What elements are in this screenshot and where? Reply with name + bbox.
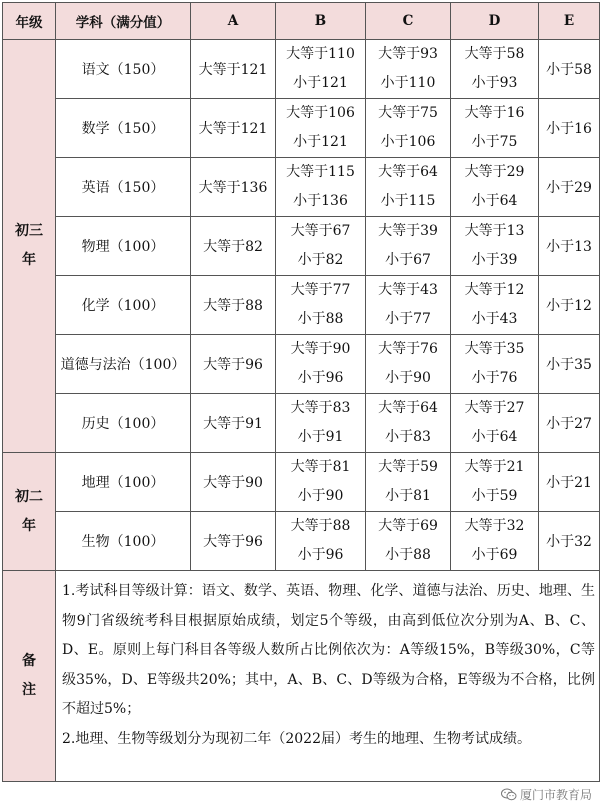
table-row xyxy=(3,99,600,158)
range-line: 小于121 xyxy=(293,75,348,91)
table-row xyxy=(3,40,600,99)
grade-label-line: 初三 xyxy=(15,223,43,239)
grade-c-cell xyxy=(366,158,451,217)
grade-criteria-table xyxy=(2,2,600,782)
range-line: 大等于93 xyxy=(378,46,438,62)
grade-c-cell xyxy=(366,453,451,512)
range-line: 小于96 xyxy=(297,547,344,563)
range-line: 小于115 xyxy=(380,193,436,209)
watermark xyxy=(501,786,592,803)
range-line: 小于69 xyxy=(471,547,518,563)
range-line: 小于106 xyxy=(380,134,436,150)
grade-e-cell: 小于16 xyxy=(539,99,600,158)
grade-a-cell: 大等于121 xyxy=(191,40,276,99)
range-line: 小于76 xyxy=(471,370,518,386)
header-b: B xyxy=(276,3,366,40)
grade-d-cell xyxy=(451,394,539,453)
grade-d-cell xyxy=(451,99,539,158)
range-line: 小于64 xyxy=(471,193,518,209)
header-row xyxy=(3,3,600,40)
range-line: 大等于64 xyxy=(378,400,438,416)
grade-d-cell xyxy=(451,217,539,276)
subject-cell: 英语（150） xyxy=(56,158,191,217)
range-line: 小于136 xyxy=(293,193,348,209)
notes-label-line: 备 xyxy=(22,653,36,669)
grade-a-cell: 大等于91 xyxy=(191,394,276,453)
subject-cell: 语文（150） xyxy=(56,40,191,99)
grade-b-cell xyxy=(276,40,366,99)
table-row xyxy=(3,512,600,571)
grade-label-line: 年 xyxy=(22,252,36,268)
subject-cell: 生物（100） xyxy=(56,512,191,571)
grade-e-cell: 小于12 xyxy=(539,276,600,335)
range-line: 小于77 xyxy=(385,311,431,327)
grade-d-cell xyxy=(451,40,539,99)
header-c: C xyxy=(366,3,451,40)
grade-a-cell: 大等于82 xyxy=(191,217,276,276)
range-line: 大等于75 xyxy=(378,105,438,121)
range-line: 小于88 xyxy=(297,311,344,327)
grade-b-cell xyxy=(276,453,366,512)
table-row xyxy=(3,394,600,453)
grade-e-cell: 小于58 xyxy=(539,40,600,99)
range-line: 大等于64 xyxy=(378,164,438,180)
range-line: 大等于77 xyxy=(290,282,351,298)
grade-c-cell xyxy=(366,276,451,335)
grade-e-cell: 小于21 xyxy=(539,453,600,512)
range-line: 大等于39 xyxy=(378,223,438,239)
header-e: E xyxy=(539,3,600,40)
table-row xyxy=(3,453,600,512)
table-row xyxy=(3,158,600,217)
header-subject: 学科（满分值） xyxy=(56,3,191,40)
grade-e-cell: 小于32 xyxy=(539,512,600,571)
range-line: 大等于83 xyxy=(290,400,351,416)
range-line: 小于90 xyxy=(297,488,344,504)
grade-cell xyxy=(3,453,56,571)
notes-label-line: 注 xyxy=(22,682,36,698)
grade-c-cell xyxy=(366,512,451,571)
grade-a-cell: 大等于96 xyxy=(191,512,276,571)
range-line: 大等于21 xyxy=(464,459,525,475)
range-line: 大等于69 xyxy=(378,518,438,534)
range-line: 大等于32 xyxy=(464,518,525,534)
subject-cell: 历史（100） xyxy=(56,394,191,453)
grade-b-cell xyxy=(276,512,366,571)
notes-row xyxy=(3,571,600,782)
grade-e-cell: 小于29 xyxy=(539,158,600,217)
range-line: 大等于12 xyxy=(464,282,525,298)
range-line: 小于67 xyxy=(385,252,431,268)
grade-e-cell: 小于35 xyxy=(539,335,600,394)
range-line: 大等于29 xyxy=(464,164,525,180)
wechat-icon xyxy=(501,788,517,801)
grade-b-cell xyxy=(276,276,366,335)
range-line: 大等于110 xyxy=(286,46,355,62)
range-line: 大等于43 xyxy=(378,282,438,298)
grade-e-cell: 小于13 xyxy=(539,217,600,276)
range-line: 大等于35 xyxy=(464,341,525,357)
subject-cell: 道德与法治（100） xyxy=(56,335,191,394)
grade-b-cell xyxy=(276,99,366,158)
subject-cell: 地理（100） xyxy=(56,453,191,512)
table-row xyxy=(3,276,600,335)
grade-a-cell: 大等于136 xyxy=(191,158,276,217)
grade-d-cell xyxy=(451,158,539,217)
range-line: 小于88 xyxy=(385,547,431,563)
range-line: 大等于90 xyxy=(290,341,351,357)
notes-label xyxy=(3,571,56,782)
range-line: 小于121 xyxy=(293,134,348,150)
notes-content xyxy=(56,571,600,782)
range-line: 大等于88 xyxy=(290,518,351,534)
watermark-text: 厦门市教育局 xyxy=(519,788,592,802)
notes-section xyxy=(3,571,600,782)
grade-b-cell xyxy=(276,394,366,453)
grade-c-cell xyxy=(366,99,451,158)
notes-paragraph-2: 2.地理、生物等级划分为现初二年（2022届）考生的地理、生物考试成绩。 xyxy=(62,730,531,747)
grade-label-line: 初二 xyxy=(15,488,43,505)
range-line: 大等于106 xyxy=(286,105,355,121)
grade-d-cell xyxy=(451,276,539,335)
range-line: 小于81 xyxy=(385,488,431,504)
subject-cell: 化学（100） xyxy=(56,276,191,335)
grade-c-cell xyxy=(366,217,451,276)
header-a: A xyxy=(191,3,276,40)
range-line: 大等于115 xyxy=(286,164,355,180)
range-line: 大等于13 xyxy=(464,223,525,239)
header-d: D xyxy=(451,3,539,40)
notes-paragraph-1: 1.考试科目等级计算：语文、数学、英语、物理、化学、道德与法治、历史、地理、生物9门省级统考科目根据原始成绩，划定5个等级，由高到低位次分别为A、B、C、D、E。原则上每门科目各等级人数所占比例依次为：A等级15%，B等级30%，C等级35%，D、E等级共20%；其中，A、B、C、D等级为合格，E等级为不合格，比例不超过5%； xyxy=(62,583,595,717)
range-line: 大等于27 xyxy=(464,400,525,416)
range-line: 小于39 xyxy=(471,252,518,268)
range-line: 小于59 xyxy=(471,488,518,504)
range-line: 小于83 xyxy=(385,429,431,445)
grade-b-cell xyxy=(276,217,366,276)
table-body xyxy=(3,40,600,571)
range-line: 小于90 xyxy=(385,370,431,386)
grade-a-cell: 大等于90 xyxy=(191,453,276,512)
grade-d-cell xyxy=(451,453,539,512)
grade-d-cell xyxy=(451,512,539,571)
range-line: 大等于76 xyxy=(378,341,438,357)
range-line: 大等于81 xyxy=(290,459,351,475)
grade-label-line: 年 xyxy=(22,517,36,534)
grade-b-cell xyxy=(276,158,366,217)
subject-cell: 物理（100） xyxy=(56,217,191,276)
range-line: 小于75 xyxy=(471,134,518,150)
grade-a-cell: 大等于96 xyxy=(191,335,276,394)
table-row xyxy=(3,217,600,276)
subject-cell: 数学（150） xyxy=(56,99,191,158)
grade-c-cell xyxy=(366,335,451,394)
range-line: 小于93 xyxy=(471,75,518,91)
range-line: 大等于67 xyxy=(290,223,351,239)
range-line: 大等于59 xyxy=(378,459,438,475)
range-line: 大等于58 xyxy=(464,46,525,62)
grade-d-cell xyxy=(451,335,539,394)
range-line: 小于91 xyxy=(297,429,344,445)
range-line: 小于110 xyxy=(380,75,436,91)
header-grade: 年级 xyxy=(3,3,56,40)
range-line: 小于96 xyxy=(297,370,344,386)
grade-a-cell: 大等于121 xyxy=(191,99,276,158)
grade-c-cell xyxy=(366,394,451,453)
grade-cell xyxy=(3,40,56,453)
range-line: 小于64 xyxy=(471,429,518,445)
range-line: 小于43 xyxy=(471,311,518,327)
grade-e-cell: 小于27 xyxy=(539,394,600,453)
grade-b-cell xyxy=(276,335,366,394)
range-line: 小于82 xyxy=(297,252,344,268)
table-row xyxy=(3,335,600,394)
grade-a-cell: 大等于88 xyxy=(191,276,276,335)
grade-c-cell xyxy=(366,40,451,99)
range-line: 大等于16 xyxy=(464,105,525,121)
